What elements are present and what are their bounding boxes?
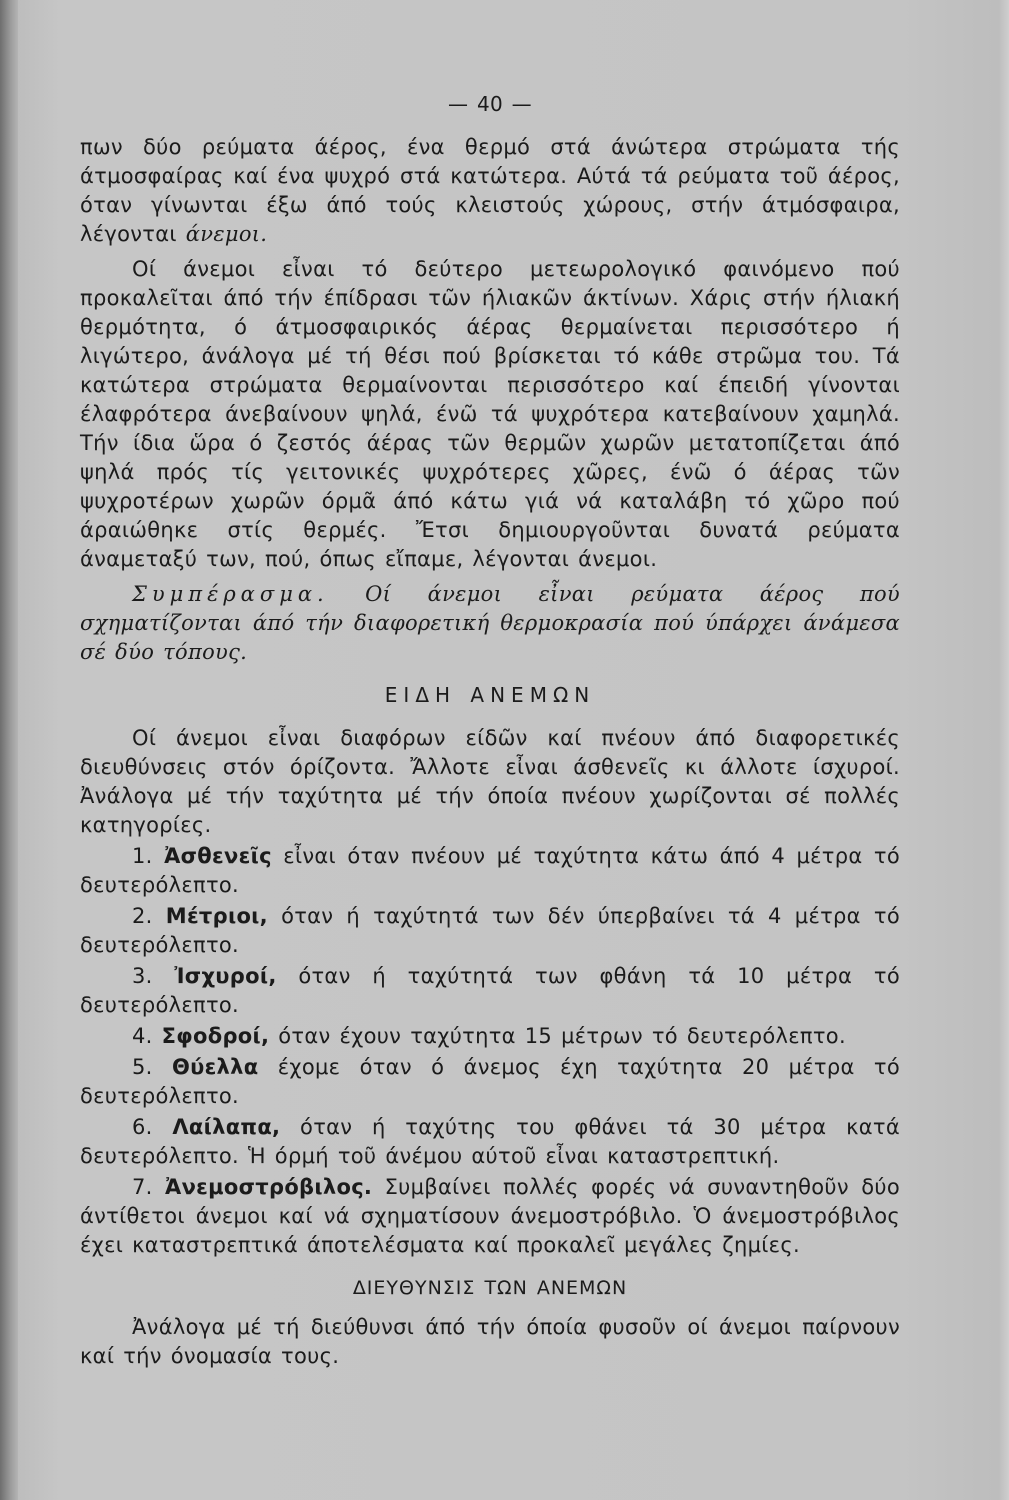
list-item-number: 2. <box>132 904 153 928</box>
list-item <box>80 1113 900 1171</box>
list-item-number: 5. <box>132 1055 153 1079</box>
list-item-text: όταν ή ταχύτητά των δέν ύπερβαίνει τά 4 μέτρα τό δευτερόλεπτο. <box>80 904 900 957</box>
winds-explanation-paragraph: Οί άνεμοι εἶναι τό δεύτερο μετεωρολογικό φαινόμενο πού προκαλεῖται άπό τήν έπίδρασι τῶν ήλιακῶν άκτίνων. Χάρις στήν ήλιακή θερμότητα, ό άτμοσφαιρικός άέρας θερμαίνεται περισσότερο ή λιγώτερο, άνάλογα μέ τή θέσι πού βρίσκεται τό κάθε στρῶμα του. Τά κατώτερα στρώματα θερμαίνονται περισσότερο καί έπειδή γίνονται έλαφρότερα άνεβαίνουν ψηλά, ένῶ τά ψυχρότερα κατεβαίνουν χαμηλά. Τήν ίδια ὥρα ό ζεστός άέρας τῶν θερμῶν χωρῶν μετατοπίζεται άπό ψηλά πρός τίς γειτονικές ψυχρότερες χῶρες, ένῶ ό άέρας τῶν ψυχροτέρων χωρῶν όρμᾶ άπό κάτω γιά νά καταλάβη τό χῶρο πού άραιώθηκε στίς θερμές. Ἔτσι δημιουργοῦνται δυνατά ρεύματα άναμεταξύ των, πού, όπως εἴπαμε, λέγονται άνεμοι. <box>80 257 900 571</box>
list-item <box>80 1053 900 1111</box>
list-item-term: Ἀσθενεῖς <box>164 844 272 868</box>
list-item-term: Σφοδροί, <box>161 1024 270 1048</box>
wind-directions-paragraph: Ἀνάλογα μέ τή διεύθυνσι άπό τήν όποία φυσοῦν οί άνεμοι παίρνουν καί τήν όνομασία τους. <box>80 1315 900 1368</box>
list-item <box>80 962 900 1020</box>
list-item-text: εἶναι όταν πνέουν μέ ταχύτητα κάτω άπό 4 μέτρα τό δευτερόλεπτο. <box>80 844 901 897</box>
intro-italic-term: άνεμοι. <box>185 222 268 246</box>
page-number: — 40 — <box>448 92 532 116</box>
wind-types-list <box>80 842 900 1260</box>
intro-paragraph <box>80 133 900 249</box>
list-item-number: 4. <box>132 1024 153 1048</box>
list-item-text: όταν ή ταχύτης του φθάνει τά 30 μέτρα κατά δευτερόλεπτο. Ἡ όρμή τοῦ άνέμου αύτοῦ εἶναι καταστρεπτική. <box>80 1115 900 1168</box>
page-binding-shadow <box>0 0 18 1500</box>
list-item-number: 1. <box>132 844 153 868</box>
list-item <box>80 1173 900 1260</box>
conclusion-label: Συμπέρασμα. <box>132 582 329 606</box>
list-item <box>80 842 900 900</box>
list-item-text: Συμβαίνει πολλές φορές νά συναντηθοῦν δύο άντίθετοι άνεμοι καί νά σχηματίσουν άνεμοστρόβιλο. Ὁ άνεμοστρόβιλος έχει καταστρεπτικά άποτελέσματα καί προκαλεῖ μεγάλες ζημίες. <box>80 1175 900 1257</box>
list-item <box>80 902 900 960</box>
list-item-number: 6. <box>132 1115 153 1139</box>
list-item-term: Μέτριοι, <box>165 904 268 928</box>
wind-types-intro: Οί άνεμοι εἶναι διαφόρων είδῶν καί πνέουν άπό διαφορετικές διευθύνσεις στόν όρίζοντα. Ἄλλοτε εἶναι άσθενεῖς κι άλλοτε ίσχυροί. Ἀνάλογα μέ τήν ταχύτητα μέ τήν όποία πνέουν χωρίζονται σέ πολλές κατηγορίες. <box>80 726 900 837</box>
list-item-number: 7. <box>132 1175 153 1199</box>
list-item-text: όταν ή ταχύτητά των φθάνη τά 10 μέτρα τό δευτερόλεπτο. <box>80 964 900 1017</box>
list-item-number: 3. <box>132 964 153 988</box>
section-heading-wind-directions: ΔΙΕΥΘΥΝΣΙΣ ΤΩΝ ΑΝΕΜΩΝ <box>352 1277 628 1299</box>
list-item-text: όταν έχουν ταχύτητα 15 μέτρων τό δευτερόλεπτο. <box>278 1024 846 1048</box>
intro-text: πων δύο ρεύματα άέρος, ένα θερμό στά άνώτερα στρώματα τής άτμοσφαίρας καί ένα ψυχρό στά κατώτερα. Αύτά τά ρεύματα τοῦ άέρος, όταν γίνωνται έξω άπό τούς κλειστούς χώρους, στήν άτμόσφαιρα, λέγονται <box>80 135 900 246</box>
list-item-term: Ἰσχυροί, <box>174 964 277 988</box>
list-item-text: έχομε όταν ό άνεμος έχη ταχύτητα 20 μέτρα τό δευτερόλεπτο. <box>80 1055 900 1108</box>
list-item <box>80 1022 900 1051</box>
list-item-term: Ἀνεμοστρόβιλος. <box>165 1175 373 1199</box>
conclusion-paragraph <box>80 580 900 667</box>
list-item-term: Λαίλαπα, <box>172 1115 281 1139</box>
list-item-term: Θύελλα <box>171 1055 259 1079</box>
conclusion-text: Οί άνεμοι εἶναι ρεύματα άέρος πού σχηματίζονται άπό τήν διαφορετική θερμοκρασία πού ύπάρχει άνάμεσα σέ δύο τόπους. <box>80 582 900 664</box>
section-heading-wind-types: ΕΙΔΗ ΑΝΕΜΩΝ <box>384 683 596 707</box>
page-content <box>80 90 900 1371</box>
page-edge <box>999 0 1009 1500</box>
